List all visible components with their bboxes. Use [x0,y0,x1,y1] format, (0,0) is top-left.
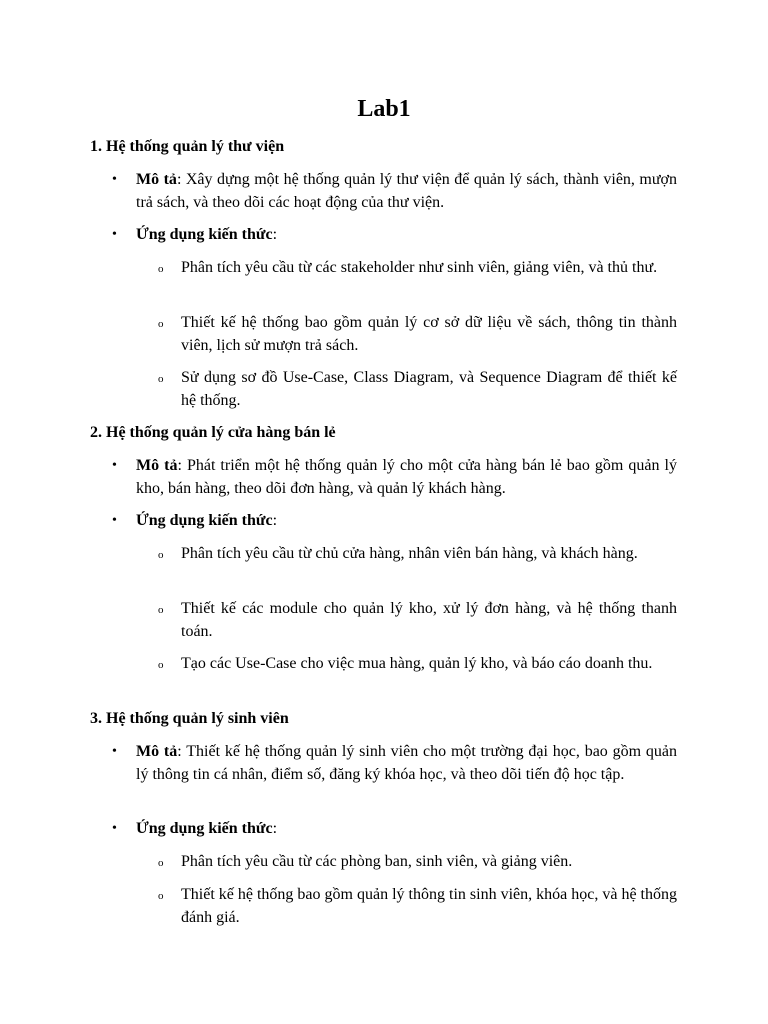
application-bullet [112,510,677,533]
description-text: : Phát triển một hệ thống quản lý cho một cửa hàng bán lẻ bao gồm quản lý kho, bán hàng, theo dõi đơn hàng, và quản lý khách hàng. [136,457,677,497]
sub-item [158,367,677,412]
description-bullet [112,169,678,214]
application-bullet [112,224,677,247]
sub-item-text: Tạo các Use-Case cho việc mua hàng, quản lý kho, và báo cáo doanh thu. [181,655,653,672]
bullet-marker: • [112,821,117,836]
application-label: Ứng dụng kiến thức [136,512,273,529]
sub-bullet-marker: o [158,549,164,561]
sub-item-text: Thiết kế hệ thống bao gồm quản lý thông tin sinh viên, khóa học, và hệ thống đánh giá. [181,886,677,926]
sub-item [158,653,677,676]
description-bullet [112,741,678,786]
sub-item-text: Sử dụng sơ đồ Use-Case, Class Diagram, và Sequence Diagram để thiết kế hệ thống. [181,369,677,409]
sub-item [158,312,677,357]
description-text: : Thiết kế hệ thống quản lý sinh viên cho một trường đại học, bao gồm quản lý thông tin cá nhân, điểm số, đăng ký khóa học, và theo dõi tiến độ học tập. [136,743,678,783]
sub-bullet-marker: o [158,659,164,671]
section-heading: 3. Hệ thống quản lý sinh viên [90,710,289,727]
sub-item [158,851,677,874]
application-colon: : [272,820,278,837]
bullet-marker: • [112,227,117,242]
application-colon: : [272,226,278,243]
sub-bullet-marker: o [158,318,164,330]
application-bullet [112,818,677,841]
bullet-marker: • [112,744,117,759]
sub-item [158,257,677,280]
bullet-marker: • [112,172,117,187]
sub-bullet-marker: o [158,263,164,275]
application-label: Ứng dụng kiến thức [136,226,273,243]
application-label: Ứng dụng kiến thức [136,820,273,837]
description-text: : Xây dựng một hệ thống quản lý thư viện để quản lý sách, thành viên, mượn trả sách, và theo dõi các hoạt động của thư viện. [136,171,678,211]
description-label: Mô tả [136,457,178,474]
sub-item-text: Phân tích yêu cầu từ chủ cửa hàng, nhân viên bán hàng, và khách hàng. [181,545,638,562]
description-bullet [112,455,677,500]
sub-bullet-marker: o [158,604,164,616]
sub-item-text: Phân tích yêu cầu từ các phòng ban, sinh viên, và giảng viên. [181,853,573,870]
sub-item-text: Thiết kế các module cho quản lý kho, xử lý đơn hàng, và hệ thống thanh toán. [181,600,677,640]
sub-item [158,598,677,643]
sub-bullet-marker: o [158,890,164,902]
description-label: Mô tả [136,171,177,188]
sub-item [158,884,677,929]
section-heading: 2. Hệ thống quản lý cửa hàng bán lẻ [90,424,336,441]
sub-bullet-marker: o [158,373,164,385]
sub-item [158,543,677,566]
application-colon: : [272,512,278,529]
document-title: Lab1 [357,96,411,122]
sub-item-text: Phân tích yêu cầu từ các stakeholder như sinh viên, giảng viên, và thủ thư. [181,259,658,276]
sub-bullet-marker: o [158,857,164,869]
description-label: Mô tả [136,743,178,760]
section-heading: 1. Hệ thống quản lý thư viện [90,138,285,155]
bullet-marker: • [112,513,117,528]
sub-item-text: Thiết kế hệ thống bao gồm quản lý cơ sở dữ liệu về sách, thông tin thành viên, lịch sử mượn trả sách. [181,314,677,354]
bullet-marker: • [112,458,117,473]
